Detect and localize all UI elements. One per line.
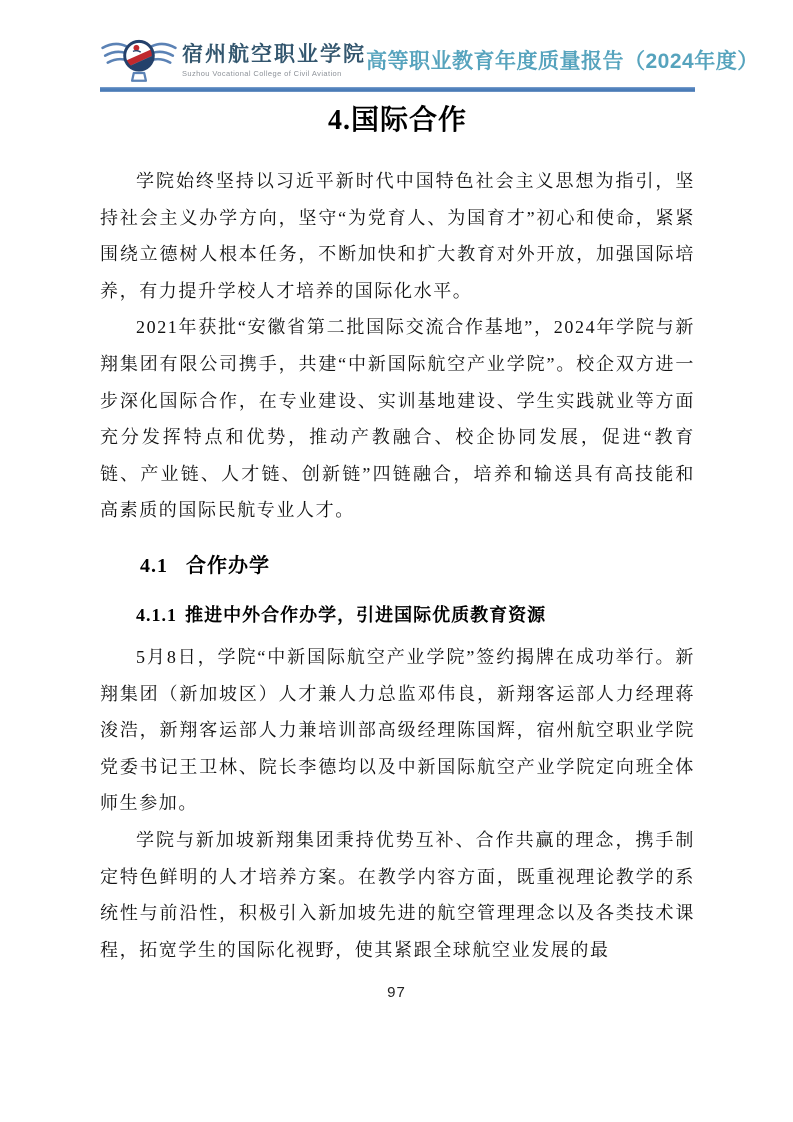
intro-paragraph-1: 学院始终坚持以习近平新时代中国特色社会主义思想为指引，坚持社会主义办学方向，坚守“为党育人、为国育才”初心和使命，紧紧围绕立德树人根本任务，不断加快和扩大教育对外开放，加强国际培养，有力提升学校人才培养的国际化水平。 [100, 171, 695, 301]
intro-paragraph-2: 2021年获批“安徽省第二批国际交流合作基地”，2024年学院与新翔集团有限公司携手，共建“中新国际航空产业学院”。校企双方进一步深化国际合作，在专业建设、实训基地建设、学生实践就业等方面充分发挥特点和优势，推动产教融合、校企协同发展，促进“教育链、产业链、人才链、创新链”四链融合，培养和输送具有高技能和高素质的国际民航专业人才。 [100, 317, 695, 521]
report-title: 高等职业教育年度质量报告（2024年度） [366, 50, 759, 73]
subsection-heading-4-1-1 [100, 601, 695, 629]
chapter-title: 4.国际合作 [327, 105, 467, 136]
college-name-zh: 宿州航空职业学院 [182, 42, 366, 66]
section-title: 合作办学 [186, 554, 270, 577]
body-paragraph-2: 学院与新加坡新翔集团秉持优势互补、合作共赢的理念，携手制定特色鲜明的人才培养方案。在教学内容方面，既重视理论教学的系统性与前沿性，积极引入新加坡先进的航空管理理念以及各类技术课程，拓宽学生的国际化视野，使其紧跟全球航空业发展的最 [100, 829, 695, 960]
subsection-title: 推进中外合作办学，引进国际优质教育资源 [185, 604, 547, 625]
body-paragraph-1: 5月8日，学院“中新国际航空产业学院”签约揭牌在成功举行。新翔集团（新加坡区）人才兼人力总监邓伟良，新翔客运部人力经理蒋浚浩，新翔客运部人力兼培训部高级经理陈国辉，宿州航空职业学院党委书记王卫林、院长李德均以及中新国际航空产业学院定向班全体师生参加。 [100, 646, 695, 814]
section-heading-4-1 [100, 551, 695, 581]
document-body [100, 0, 695, 968]
page-number: 97 [387, 984, 406, 1001]
page-footer [0, 984, 793, 1002]
college-name-en: Suzhou Vocational College of Civil Aviation [182, 68, 342, 78]
subsection-number: 4.1.1 [136, 604, 177, 625]
section-number: 4.1 [140, 554, 168, 577]
